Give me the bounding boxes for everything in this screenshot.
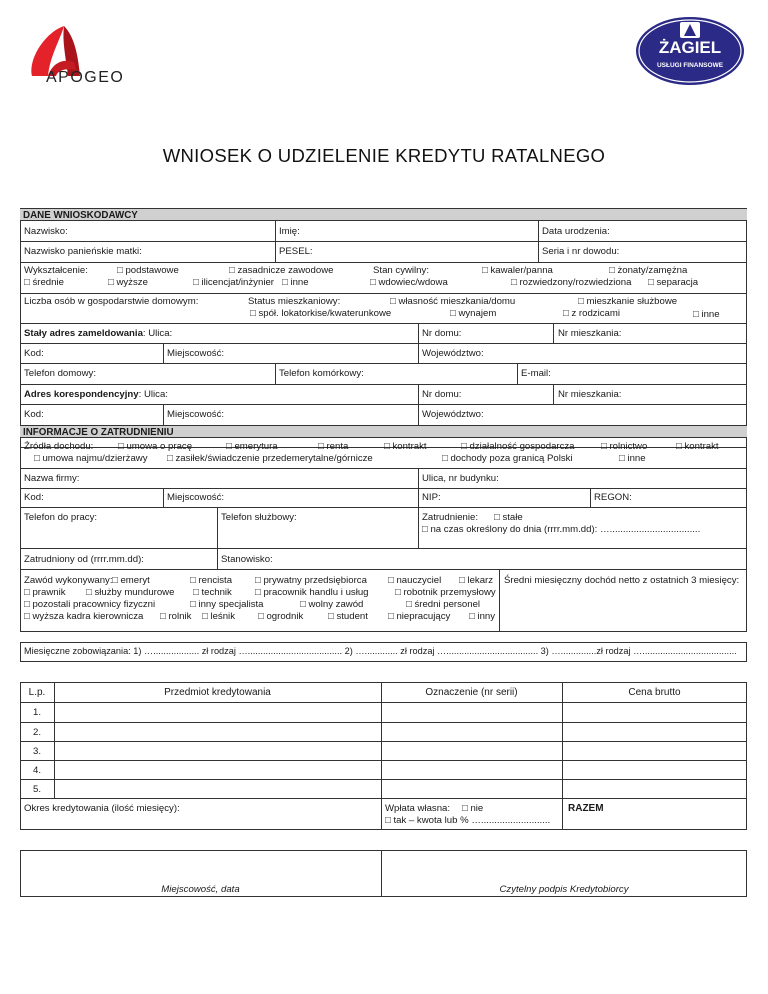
- profession-student-checkbox[interactable]: □ student: [328, 611, 368, 622]
- mother-name-field[interactable]: Nazwisko panieńskie matki:: [24, 246, 142, 257]
- section-heading-applicant: DANE WNIOSKODAWCY: [20, 208, 747, 221]
- profession-industrial-checkbox[interactable]: □ robotnik przemysłowy: [395, 587, 496, 598]
- mobile-phone-field[interactable]: Telefon komórkowy:: [279, 368, 364, 379]
- corr-city-field[interactable]: Miejscowość:: [167, 409, 225, 420]
- company-name-field[interactable]: Nazwa firmy:: [24, 473, 80, 484]
- education-bachelor-checkbox[interactable]: □ ilicencjat/inżynier: [193, 277, 274, 288]
- monthly-obligations-field[interactable]: Miesięczne zobowiązania: 1) ….................. zł rodzaj …..................................... 2) …............. zł rodzaj ….................................... 3) …..............zł rodzaj ….....................................: [24, 646, 737, 656]
- business-phone-field[interactable]: Telefon służbowy:: [221, 512, 297, 523]
- housing-other-checkbox[interactable]: □ inne: [693, 309, 720, 320]
- row-number: 4.: [33, 765, 42, 776]
- profession-lawyer-checkbox[interactable]: □ prawnik: [24, 587, 66, 598]
- flat-number-field[interactable]: Nr mieszkania:: [558, 328, 622, 339]
- corr-province-field[interactable]: Województwo:: [422, 409, 484, 420]
- profession-teacher-checkbox[interactable]: □ nauczyciel: [388, 575, 442, 586]
- zagiel-logo-text: ŻAGIEL: [658, 38, 722, 57]
- profession-trade-checkbox[interactable]: □ pracownik handlu i usług: [255, 587, 369, 598]
- profession-uniform-checkbox[interactable]: □ służby mundurowe: [86, 587, 175, 598]
- row-number: 3.: [33, 746, 42, 757]
- section-heading-employment: INFORMACJE O ZATRUDNIENIU: [20, 425, 747, 438]
- own-contribution-label: Wpłata własna:: [385, 803, 451, 814]
- total-label: RAZEM: [568, 803, 604, 814]
- income-kontrakt2-checkbox[interactable]: □ kontrakt: [676, 441, 719, 452]
- net-income-field[interactable]: Średni miesięczny dochód netto z ostatnich 3 miesięcy:: [504, 575, 740, 586]
- city-field[interactable]: Miejscowość:: [167, 348, 225, 359]
- housing-status-label: Status mieszkaniowy:: [248, 296, 341, 307]
- profession-mid-staff-checkbox[interactable]: □ średni personel: [406, 599, 481, 610]
- housing-service-checkbox[interactable]: □ mieszkanie służbowe: [578, 296, 678, 307]
- income-annuity-checkbox[interactable]: □ renta: [318, 441, 349, 452]
- profession-other-checkbox[interactable]: □ inny: [469, 611, 496, 622]
- zagiel-logo: [633, 14, 747, 88]
- income-farming-checkbox[interactable]: □ rolnictwo: [601, 441, 648, 452]
- profession-farmer-checkbox[interactable]: □ rolnik: [160, 611, 192, 622]
- corr-postcode-field[interactable]: Kod:: [24, 409, 44, 420]
- id-document-field[interactable]: Seria i nr dowodu:: [542, 246, 620, 257]
- income-contract-checkbox[interactable]: □ umowa o pracę: [118, 441, 193, 452]
- education-secondary-checkbox[interactable]: □ średnie: [24, 277, 64, 288]
- employment-fixed-term-checkbox[interactable]: □ na czas określony do dnia (rrrr.mm.dd): …..................................: [422, 524, 701, 535]
- apogeo-logo: [18, 20, 168, 94]
- company-street-field[interactable]: Ulica, nr budynku:: [422, 473, 499, 484]
- civil-married-checkbox[interactable]: □ żonaty/zamężna: [609, 265, 688, 276]
- profession-specialist-checkbox[interactable]: □ inny specjalista: [190, 599, 264, 610]
- apogeo-logo-text: APOGEO: [46, 69, 125, 86]
- civil-separated-checkbox[interactable]: □ separacja: [648, 277, 699, 288]
- own-contribution-no-checkbox[interactable]: □ nie: [462, 803, 484, 814]
- permanent-address-street-field[interactable]: Stały adres zameldowania: Ulica:: [24, 328, 173, 339]
- education-other-checkbox[interactable]: □ inne: [282, 277, 309, 288]
- profession-forester-checkbox[interactable]: □ leśnik: [202, 611, 235, 622]
- correspondence-address-street-field[interactable]: Adres korespondencyjny: Ulica:: [24, 389, 168, 400]
- own-contribution-yes-checkbox[interactable]: □ tak – kwota lub % …..........................: [385, 815, 551, 826]
- income-benefit-checkbox[interactable]: □ zasiłek/świadczenie przedemerytalne/górnicze: [167, 453, 373, 464]
- profession-doctor-checkbox[interactable]: □ lekarz: [459, 575, 494, 586]
- col-lp-header: L.p.: [28, 687, 46, 698]
- row-number: 2.: [33, 727, 42, 738]
- home-phone-field[interactable]: Telefon domowy:: [24, 368, 96, 379]
- form-title: WNIOSEK O UDZIELENIE KREDYTU RATALNEGO: [162, 145, 606, 166]
- company-postcode-field[interactable]: Kod:: [24, 492, 44, 503]
- profession-freelance-checkbox[interactable]: □ wolny zawód: [300, 599, 364, 610]
- income-kontrakt-checkbox[interactable]: □ kontrakt: [384, 441, 427, 452]
- profession-retired-checkbox[interactable]: □ emeryt: [112, 575, 150, 586]
- work-phone-field[interactable]: Telefon do pracy:: [24, 512, 98, 523]
- housing-own-checkbox[interactable]: □ własność mieszkania/domu: [390, 296, 516, 307]
- housing-parents-checkbox[interactable]: □ z rodzicami: [563, 308, 620, 319]
- income-business-checkbox[interactable]: □ działalność gospodarcza: [461, 441, 575, 452]
- education-basic-checkbox[interactable]: □ podstawowe: [117, 265, 179, 276]
- first-name-field[interactable]: Imię:: [279, 226, 300, 237]
- zagiel-logo-subtext: USŁUGI FINANSOWE: [656, 62, 724, 69]
- corr-house-number-field[interactable]: Nr domu:: [422, 389, 462, 400]
- household-size-field[interactable]: Liczba osób w gospodarstwie domowym:: [24, 296, 199, 307]
- regon-field[interactable]: REGON:: [594, 492, 632, 503]
- housing-coop-checkbox[interactable]: □ spół. lokatorkise/kwaterunkowe: [250, 308, 392, 319]
- province-field[interactable]: Województwo:: [422, 348, 484, 359]
- company-city-field[interactable]: Miejscowość:: [167, 492, 225, 503]
- education-label: Wykształcenie:: [24, 265, 88, 276]
- civil-widowed-checkbox[interactable]: □ wdowiec/wdowa: [370, 277, 448, 288]
- email-field[interactable]: E-mail:: [521, 368, 551, 379]
- employment-type-label: Zatrudnienie:: [422, 512, 478, 523]
- house-number-field[interactable]: Nr domu:: [422, 328, 462, 339]
- education-higher-checkbox[interactable]: □ wyższe: [108, 277, 148, 288]
- civil-status-label: Stan cywilny:: [373, 265, 429, 276]
- postcode-field[interactable]: Kod:: [24, 348, 44, 359]
- birth-date-field[interactable]: Data urodzenia:: [542, 226, 610, 237]
- income-abroad-checkbox[interactable]: □ dochody poza granicą Polski: [442, 453, 573, 464]
- place-date-field[interactable]: Miejscowość, data: [161, 884, 240, 895]
- profession-gardener-checkbox[interactable]: □ ogrodnik: [258, 611, 304, 622]
- profession-unemployed-checkbox[interactable]: □ niepracujący: [388, 611, 451, 622]
- profession-entrepreneur-checkbox[interactable]: □ prywatny przedsiębiorca: [255, 575, 367, 586]
- col-price-header: Cena brutto: [628, 687, 681, 698]
- employed-since-field[interactable]: Zatrudniony od (rrrr.mm.dd):: [24, 554, 144, 565]
- surname-field[interactable]: Nazwisko:: [24, 226, 68, 237]
- col-item-header: Przedmiot kredytowania: [164, 687, 271, 698]
- profession-physical-checkbox[interactable]: □ pozostali pracownicy fizyczni: [24, 599, 156, 610]
- profession-pensioner-checkbox[interactable]: □ rencista: [190, 575, 233, 586]
- income-lease-checkbox[interactable]: □ umowa najmu/dzierżawy: [34, 453, 148, 464]
- civil-single-checkbox[interactable]: □ kawaler/panna: [482, 265, 553, 276]
- income-other-checkbox[interactable]: □ inne: [619, 453, 646, 464]
- employment-permanent-checkbox[interactable]: □ stałe: [494, 512, 523, 523]
- row-number: 1.: [33, 707, 42, 718]
- pesel-field[interactable]: PESEL:: [279, 246, 313, 257]
- col-serial-header: Oznaczenie (nr serii): [425, 687, 518, 698]
- civil-divorced-checkbox[interactable]: □ rozwiedzony/rozwiedziona: [511, 277, 632, 288]
- corr-flat-number-field[interactable]: Nr mieszkania:: [558, 389, 622, 400]
- housing-rent-checkbox[interactable]: □ wynajem: [450, 308, 497, 319]
- signature-field[interactable]: Czytelny podpis Kredytobiorcy: [499, 884, 629, 895]
- position-field[interactable]: Stanowisko:: [221, 554, 273, 565]
- row-number: 5.: [33, 784, 42, 795]
- profession-management-checkbox[interactable]: □ wyższa kadra kierownicza: [24, 611, 144, 622]
- profession-technician-checkbox[interactable]: □ technik: [193, 587, 232, 598]
- nip-field[interactable]: NIP:: [422, 492, 441, 503]
- income-source-label: Źródła dochodu:: [24, 441, 94, 452]
- education-vocational-checkbox[interactable]: □ zasadnicze zawodowe: [229, 265, 334, 276]
- credit-period-field[interactable]: Okres kredytowania (ilość miesięcy):: [24, 803, 180, 814]
- income-pension-checkbox[interactable]: □ emerytura: [226, 441, 278, 452]
- profession-label: Zawód wykonywany:: [24, 575, 113, 586]
